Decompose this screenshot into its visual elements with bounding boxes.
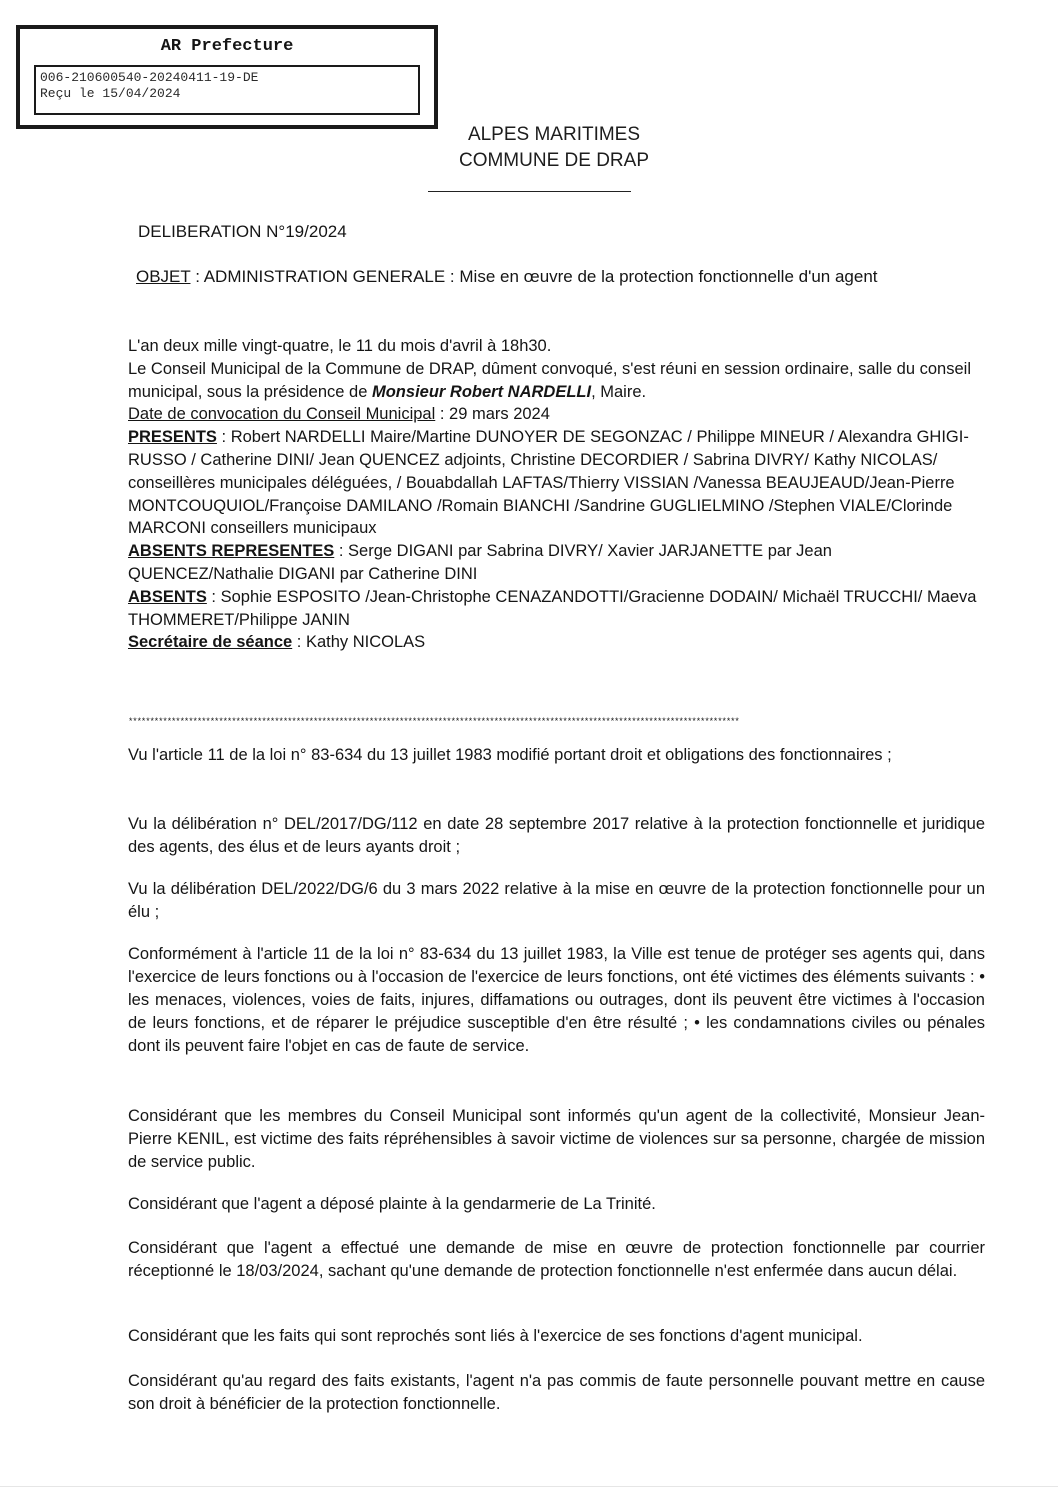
convocation-line — [128, 403, 978, 426]
document-header — [404, 122, 704, 174]
objet-line — [136, 265, 986, 289]
header-commune: COMMUNE DE DRAP — [458, 150, 649, 171]
header-department: ALPES MARITIMES — [467, 124, 641, 145]
presents-list: : Robert NARDELLI Maire/Martine DUNOYER DE SEGONZAC / Philippe MINEUR / Alexandra GHIGI-RUSSO / Catherine DINI/ Jean QUENCEZ adjoints, Christine DECORDIER / Sabrina DIVRY/ Kathy NICOLAS/ conseillères municipales déléguées, / Bouabdallah LAFTAS/Thierry VISSIAN /Vanessa BEAUJEAUD/Jean-Pierre MONTCOUQUIOL/Françoise DAMILANO /Romain BIANCHI /Sandrine GUGLIELMINO /Stephen VIALE/Clorinde MARCONI conseillers municipaux — [128, 428, 969, 538]
stamp-received-date: Reçu le 15/04/2024 — [40, 86, 181, 101]
deliberation-number: DELIBERATION N°19/2024 — [138, 222, 347, 241]
absents-represented-label: ABSENTS REPRESENTES — [128, 542, 335, 561]
absents-list: : Sophie ESPOSITO /Jean-Christophe CENAZANDOTTI/Gracienne DODAIN/ Michaël TRUCCHI/ Maeva THOMMERET/Philippe JANIN — [128, 587, 977, 629]
council-text: Le Conseil Municipal de la Commune de DRAP, dûment convoqué, s'est réuni en session ordinaire, salle du conseil municipal, sous la présidence de — [128, 359, 971, 401]
body-paragraph: Conformément à l'article 11 de la loi n° 83-634 du 13 juillet 1983, la Ville est tenue de protéger ses agents qui, dans l'exercice de leurs fonctions ou à l'occasion de l'exercice de leurs fonctions, ont été victimes des éléments suivants : • les menaces, violences, voies de faits, injures, diffamations ou outrages, dont ils peuvent être victimes à l'occasion de leurs fonctions, et de réparer le préjudice susceptible d'en être résulté ; • les condamnations civiles ou pénales dont ils peuvent faire l'objet en cas de faute de service. — [128, 945, 985, 1055]
page-bottom-edge — [0, 1486, 1058, 1487]
objet-label: OBJET — [136, 267, 191, 286]
secretary-label: Secrétaire de séance — [128, 633, 293, 652]
prefecture-stamp — [16, 25, 438, 129]
header-divider — [428, 191, 631, 192]
body-paragraph: Vu la délibération n° DEL/2017/DG/112 en date 28 septembre 2017 relative à la protection fonctionnelle et juridique des agents, des élus et de leurs ayants droit ; — [128, 815, 985, 856]
convocation-label: Date de convocation du Conseil Municipal — [128, 405, 436, 424]
stamp-title: AR Prefecture — [160, 37, 294, 56]
asterisk-separator: ********************************************************************************************************************************************** — [128, 717, 739, 727]
council-text-end: , Maire. — [591, 382, 647, 401]
body-paragraph: Vu la délibération DEL/2022/DG/6 du 3 mars 2022 relative à la mise en œuvre de la protection fonctionnelle pour un élu ; — [128, 880, 985, 921]
absents-represented-line — [128, 540, 978, 586]
body-paragraph: Considérant que les membres du Conseil Municipal sont informés qu'un agent de la collectivité, Monsieur Jean-Pierre KENIL, est victime des faits répréhensibles à savoir victime de violences sur sa personne, chargée de mission de service public. — [128, 1107, 985, 1171]
president-name: Monsieur Robert NARDELLI — [371, 382, 592, 401]
objet-separator: : — [190, 267, 204, 286]
presents-label: PRESENTS — [128, 428, 217, 447]
body-paragraph: Considérant que les faits qui sont reprochés sont liés à l'exercice de ses fonctions d'agent municipal. — [128, 1327, 863, 1345]
meeting-date-line: L'an deux mille vingt-quatre, le 11 du mois d'avril à 18h30. — [128, 337, 552, 355]
body-paragraph: Considérant qu'au regard des faits existants, l'agent n'a pas commis de faute personnelle pouvant mettre en cause son droit à bénéficier de la protection fonctionnelle. — [128, 1372, 985, 1413]
stamp-reference-box — [34, 65, 420, 115]
absents-label: ABSENTS — [128, 587, 207, 606]
secretary-line — [128, 631, 978, 654]
stamp-id: 006-210600540-20240411-19-DE — [40, 70, 259, 85]
objet-category: ADMINISTRATION GENERALE : — [203, 267, 455, 286]
secretary-name: : Kathy NICOLAS — [292, 633, 426, 652]
presents-line — [128, 426, 978, 540]
objet-text: Mise en œuvre de la protection fonctionnelle d'un agent — [454, 267, 878, 286]
absents-line — [128, 586, 978, 632]
body-paragraph: Considérant que l'agent a effectué une demande de mise en œuvre de protection fonctionnelle par courrier réceptionné le 18/03/2024, sachant qu'une demande de protection fonctionnelle n'est enfermée dans aucun délai. — [128, 1239, 985, 1280]
body-paragraph: Considérant que l'agent a déposé plainte à la gendarmerie de La Trinité. — [128, 1195, 656, 1213]
meeting-preamble — [128, 335, 978, 654]
council-line — [128, 358, 978, 404]
convocation-date: : 29 mars 2024 — [435, 405, 550, 424]
absents-represented-list: : Serge DIGANI par Sabrina DIVRY/ Xavier JARJANETTE par Jean QUENCEZ/Nathalie DIGANI par Catherine DINI — [128, 542, 832, 583]
body-paragraph: Vu l'article 11 de la loi n° 83-634 du 13 juillet 1983 modifié portant droit et obligations des fonctionnaires ; — [128, 746, 892, 764]
